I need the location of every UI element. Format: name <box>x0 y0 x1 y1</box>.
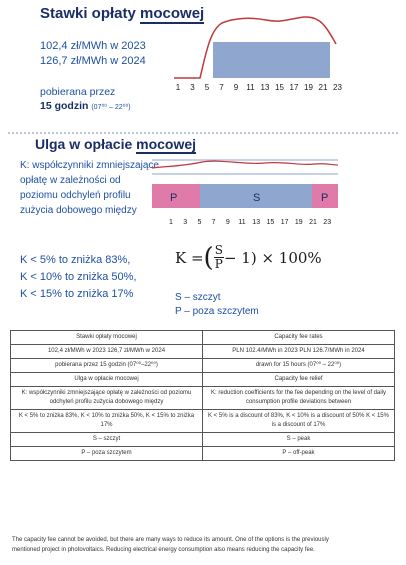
hour-tick-label: 21 <box>318 83 328 92</box>
table-cell: P – off-peak <box>203 447 395 461</box>
hour-tick-label: 17 <box>280 219 289 226</box>
formula-paren: ( <box>203 242 214 273</box>
hour-tick-label: 5 <box>197 219 202 226</box>
formula-left: K = <box>175 248 204 267</box>
profile-curve <box>152 161 338 168</box>
collected-hours-range: (07⁰⁰ – 22⁰⁰) <box>91 104 131 111</box>
table-cell: K: reduction coefficients for the fee depending on the level of daily consumption profile deviations between <box>203 387 395 410</box>
hour-tick-label: 9 <box>233 83 239 92</box>
hour-tick-label: 19 <box>294 219 303 226</box>
hour-tick-label: 1 <box>169 219 173 226</box>
formula-numerator: S <box>214 243 223 257</box>
table-cell: Ulga w opłacie mocowej <box>11 373 203 387</box>
table-cell: Capacity fee relief <box>203 373 395 387</box>
formula-denominator: P <box>214 257 223 271</box>
section2-title-underlined: mocowej <box>136 136 197 152</box>
hour-tick-label: 15 <box>275 83 284 92</box>
translation-table <box>10 330 395 461</box>
hour-tick-label: 13 <box>252 219 261 226</box>
footer-line: The capacity fee cannot be avoided, but there are many ways to reduce its amount. One of the options is the previously <box>12 537 329 543</box>
table-row <box>11 433 395 447</box>
table-cell: P – poza szczytem <box>11 447 203 461</box>
rate-2024: 126,7 zł/MWh w 2024 <box>40 55 146 67</box>
hour-tick-label: 15 <box>266 219 275 226</box>
hour-ticks <box>169 219 331 226</box>
hour-tick-label: 3 <box>183 219 188 226</box>
hour-tick-label: 13 <box>260 83 270 92</box>
hour-tick-label: 7 <box>211 219 216 226</box>
footer-line: mentioned project in photovoltaics. Reducing electrical energy consumption also means reducing the capacity fee. <box>12 547 315 553</box>
collected-label: pobierana przez <box>40 86 116 98</box>
table-cell: S – szczyt <box>11 433 203 447</box>
discount-row: K < 10% to zniżka 50%, <box>20 271 137 283</box>
hour-tick-label: 3 <box>190 83 195 92</box>
formula <box>175 244 322 271</box>
section2-chart <box>150 156 340 236</box>
table-cell: 102,4 zł/MWh w 2023 126,7 zł/MWh w 2024 <box>11 345 203 359</box>
band-label-left: P <box>170 192 178 204</box>
collected-hours-value: 15 godzin <box>40 100 89 112</box>
section1-chart <box>170 8 348 94</box>
formula-right: − 1) × 100% <box>223 248 322 267</box>
hour-tick-label: 11 <box>238 219 246 226</box>
hour-tick-label: 23 <box>333 83 342 92</box>
coefficient-description: K: współczynniki zmniejszające opłatę w zależności od poziomu odchyleń profilu zużycia dobowego między <box>20 160 159 216</box>
discount-row: K < 5% to zniżka 83%, <box>20 254 131 266</box>
table-row <box>11 345 395 359</box>
table-cell: pobierana przez 15 godzin (07⁰⁰–22⁰⁰) <box>11 359 203 373</box>
hour-tick-label: 9 <box>225 219 230 226</box>
hour-tick-label: 21 <box>309 219 317 226</box>
footer-paragraph <box>12 535 397 555</box>
section1-title-text: Stawki opłaty <box>40 5 141 22</box>
table-cell: Stawki opłaty mocowej <box>11 331 203 345</box>
legend-peak: S – szczyt <box>175 292 221 303</box>
section-divider <box>8 132 398 134</box>
hour-tick-label: 7 <box>219 83 224 92</box>
hour-tick-label: 1 <box>175 83 181 92</box>
band-label-right: P <box>321 192 329 204</box>
table-row <box>11 373 395 387</box>
legend-offpeak: P – poza szczytem <box>175 306 259 317</box>
discount-rows <box>20 252 136 303</box>
hour-tick-label: 23 <box>323 219 332 226</box>
hour-tick-label: 19 <box>304 83 313 92</box>
table-cell: Capacity fee rates <box>203 331 395 345</box>
table-row <box>11 410 395 433</box>
table-cell: PLN 102.4/MWh in 2023 PLN 126.7/MWh in 2024 <box>203 345 395 359</box>
discount-row: K < 15% to zniżka 17% <box>20 288 134 300</box>
table-row <box>11 387 395 410</box>
rate-2023: 102,4 zł/MWh w 2023 <box>40 40 146 52</box>
table-cell: S – peak <box>203 433 395 447</box>
table-cell: K < 5% to zniżka 83%, K < 10% to zniżka 50%, K < 15% to zniżka 17% <box>11 410 203 433</box>
table-row <box>11 331 395 345</box>
table-cell: drawn for 15 hours (07⁰⁰ – 22⁰⁰) <box>203 359 395 373</box>
band-label-middle: S <box>253 192 261 204</box>
formula-fraction <box>214 244 224 271</box>
peak-hours-bar <box>213 42 330 78</box>
hour-tick-label: 5 <box>204 83 210 92</box>
section2-title-text: Ulga w opłacie <box>35 136 137 152</box>
table-row <box>11 359 395 373</box>
table-cell: K: współczynniki zmniejszające opłatę w zależności od poziomu odchyleń profilu zużycia dobowego między <box>11 387 203 410</box>
collected-hours <box>40 100 131 112</box>
section2-title <box>35 136 196 152</box>
section1-title-underlined: mocowej <box>140 5 205 22</box>
table-cell: K < 5% is a discount of 83%, K < 10% is a discount of 50% K < 15% is a discount of 17% <box>203 410 395 433</box>
hour-tick-label: 11 <box>246 83 255 92</box>
hour-tick-label: 17 <box>289 83 299 92</box>
table-row <box>11 447 395 461</box>
hour-ticks <box>176 83 343 92</box>
